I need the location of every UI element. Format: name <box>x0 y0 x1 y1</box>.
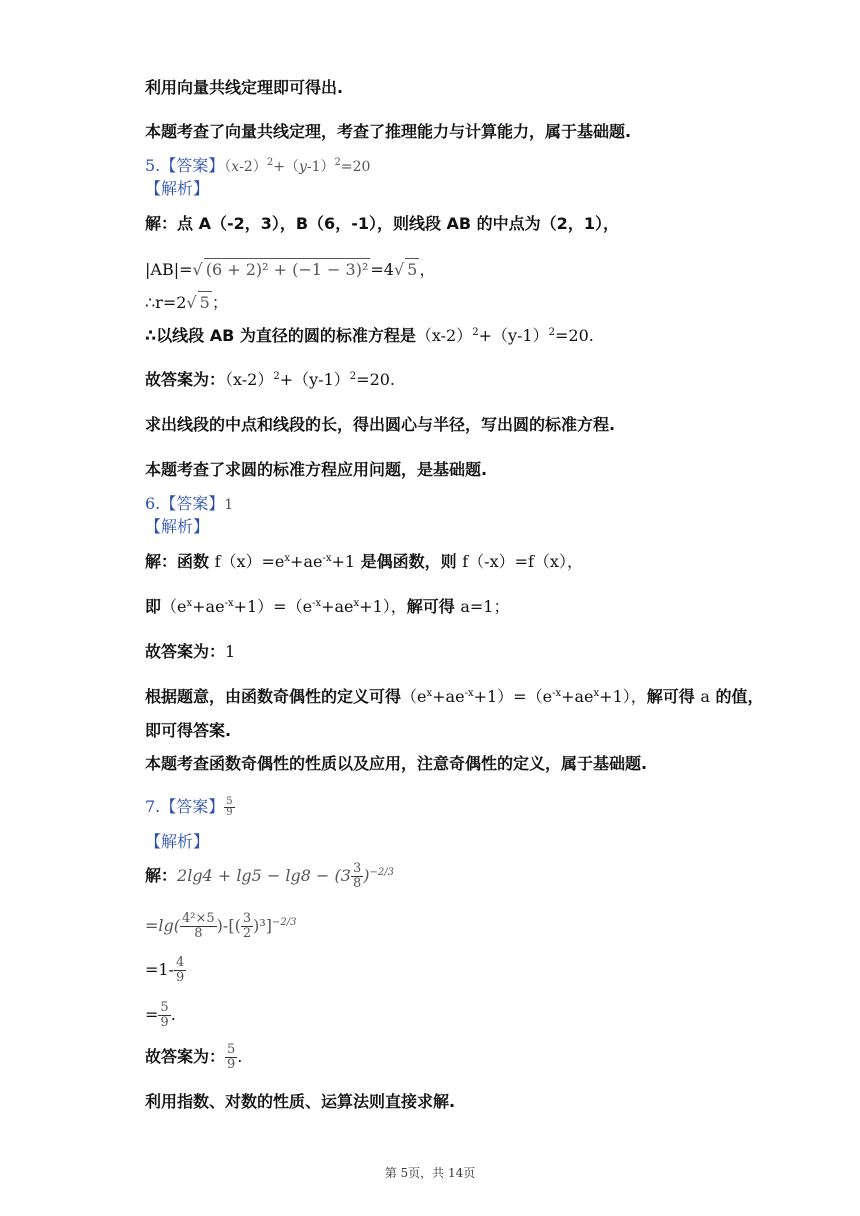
formula-part: 解： <box>145 866 178 885</box>
text-line: 故答案为：1 <box>145 642 236 661</box>
fraction: $\frac{3}{2}$ <box>242 911 252 941</box>
formula-part: =4 <box>370 260 394 279</box>
answer-label: 7.【答案】 <box>145 797 225 816</box>
analysis-label: 【解析】 <box>145 517 210 536</box>
fraction: $\frac{\text{4²×5}}{8}$ <box>182 911 215 941</box>
text-line: 解：函数 $f(x)=e^x+ae^{-x}+1$ 是偶函数，则 f（-x）=f（x）， <box>145 552 583 571</box>
formula-line <box>145 862 394 891</box>
analysis-label: 【解析】 <box>145 832 210 851</box>
formula-line <box>145 956 186 985</box>
formula-line: ∴r=2√ 5 ； <box>145 293 228 312</box>
formula-part: ∴r=2 <box>145 293 187 312</box>
text-line: 即可得答案. <box>145 721 232 740</box>
formula-line: |AB|=√ (6 + 2)² + (−1 − 3)² =4√ 5 ， <box>145 260 436 279</box>
formula-line <box>145 1001 176 1030</box>
formula-part: =1- <box>145 960 174 979</box>
formula-part: |AB|= <box>145 260 193 279</box>
formula-part: =lg( <box>145 916 181 935</box>
formula-line <box>145 1043 242 1072</box>
fraction: $\frac{5}{9}$ <box>227 1042 236 1072</box>
text-line: 根据题意，由函数奇偶性的定义可得$(e^x+ae^{-x}+1)=(e^{-x}+ae^x+1)$，解可得 a 的值， <box>145 687 764 706</box>
formula-part: ； <box>211 293 228 312</box>
sqrt-content: 5 <box>407 260 418 279</box>
formula-part: )³] <box>253 916 272 935</box>
sqrt-content: (6 + 2)² + (−1 − 3)² <box>205 260 369 279</box>
text-line: 求出线段的中点和线段的长，得出圆心与半径，写出圆的标准方程. <box>145 415 616 434</box>
page-footer: 第 5页，共 14页 <box>384 1166 476 1180</box>
formula-line <box>145 912 296 941</box>
formula-part: . <box>170 1005 176 1024</box>
answer-value: 1 <box>224 497 234 513</box>
fraction: $\frac{4}{9}$ <box>176 955 185 985</box>
formula-part: = <box>145 1005 159 1024</box>
text-line: 故答案为：$(x-2)^2+(y-1)^2=20$. <box>145 370 396 389</box>
answer-label: 5.【答案】 <box>145 156 225 175</box>
text-line: 利用指数、对数的性质、运算法则直接求解. <box>145 1092 456 1111</box>
sqrt-content: 5 <box>199 293 210 312</box>
exponent: −2/3 <box>272 917 297 928</box>
fraction: $\frac{3}{8}$ <box>352 861 362 891</box>
text-line: 即$(e^x+ae^{-x}+1)=(e^{-x}+ae^x+1)$，解可得 a=1； <box>145 597 510 616</box>
text-line: 解：点 A（-2，3），B（6，-1），则线段 AB 的中点为（2，1）， <box>145 214 619 233</box>
text-line: 本题考查函数奇偶性的性质以及应用，注意奇偶性的定义，属于基础题. <box>145 754 648 773</box>
text-line: 利用向量共线定理即可得出. <box>145 78 344 97</box>
answer-6 <box>145 493 233 516</box>
formula-part: ) <box>363 866 370 885</box>
analysis-label: 【解析】 <box>145 179 210 198</box>
text-line: ∴以线段 AB 为直径的圆的标准方程是$(x-2)^2+(y-1)^2=20$. <box>145 326 594 345</box>
text-line: 本题考查了向量共线定理，考查了推理能力与计算能力，属于基础题. <box>145 122 632 141</box>
formula-part: ， <box>419 260 436 279</box>
answer-value: $(x-2)^2+(y-1)^2=20$ <box>224 157 371 175</box>
formula-part: 故答案为： <box>145 1047 226 1066</box>
answer-5 <box>145 155 370 178</box>
answer-7 <box>145 796 235 818</box>
fraction: $\frac{5}{9}$ <box>226 796 233 818</box>
text-line: 本题考查了求圆的标准方程应用问题，是基础题. <box>145 460 488 479</box>
answer-label: 6.【答案】 <box>145 494 225 513</box>
formula-part: . <box>237 1047 243 1066</box>
fraction: $\frac{5}{9}$ <box>160 1000 169 1030</box>
formula-part: )-[( <box>216 916 241 935</box>
formula-part: 2lg4 + lg5 − lg8 − (3 <box>177 866 351 885</box>
exponent: −2/3 <box>369 867 394 878</box>
